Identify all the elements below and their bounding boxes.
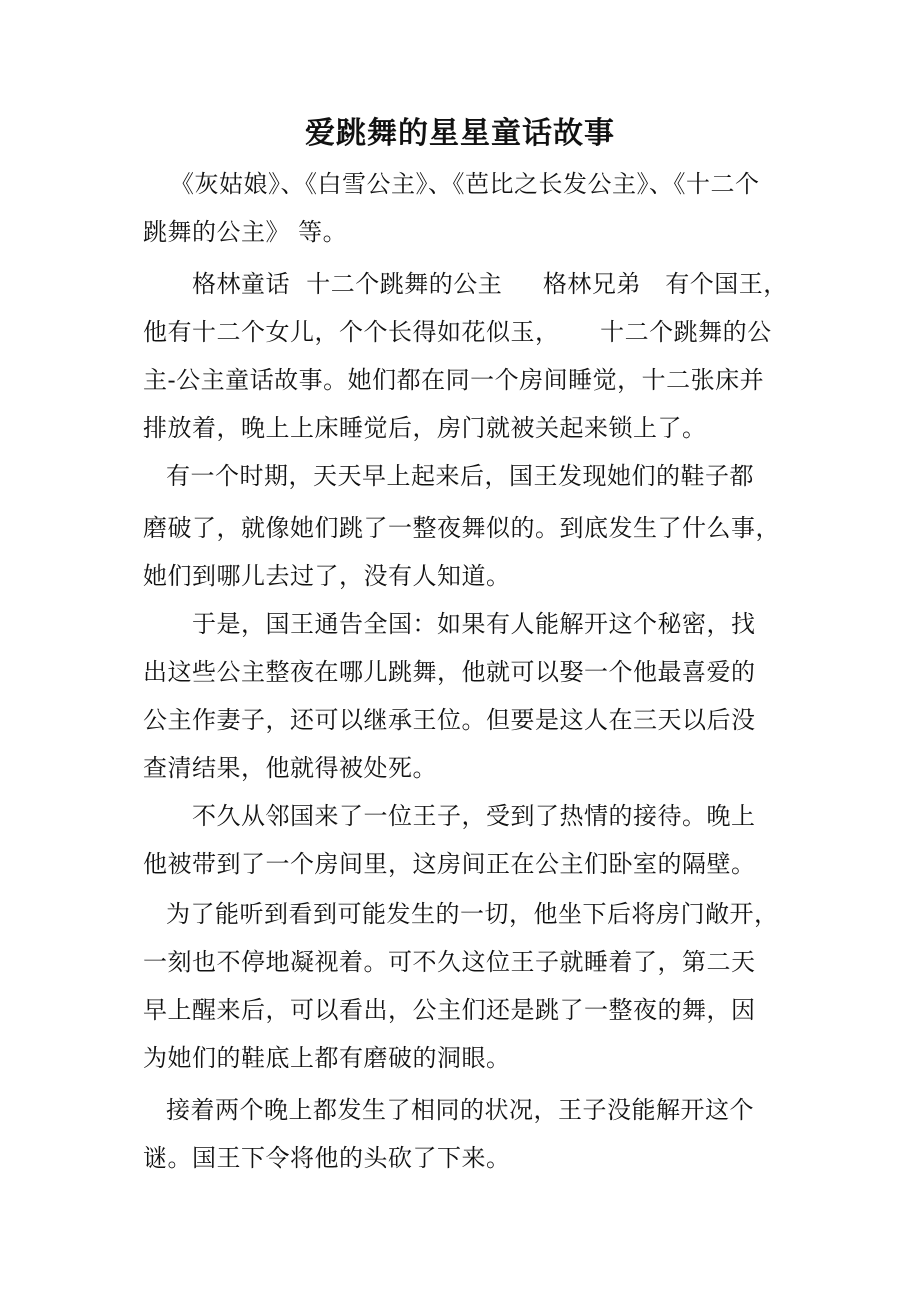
text-line: 格林童话 十二个跳舞的公主 格林兄弟 有个国王， [192, 270, 788, 298]
text-line: 排放着，晚上上床睡觉后，房门就被关起来锁上了。 [143, 414, 707, 442]
text-line: 谜。国王下令将他的头砍了下来。 [143, 1144, 511, 1172]
text-line: 于是，国王通告全国：如果有人能解开这个秘密，找 [192, 610, 756, 638]
text-line: 主-公主童话故事。她们都在同一个房间睡觉，十二张床并 [143, 366, 765, 394]
text-line: 他有十二个女儿，个个长得如花似玉， 十二个跳舞的公 [143, 318, 772, 346]
text-line: 不久从邻国来了一位王子，受到了热情的接待。晚上 [192, 802, 756, 830]
text-line: 早上醒来后，可以看出，公主们还是跳了一整夜的舞，因 [143, 996, 756, 1024]
text-line: 接着两个晚上都发生了相同的状况，王子没能解开这个 [166, 1096, 754, 1124]
text-line: 为了能听到看到可能发生的一切，他坐下后将房门敞开， [166, 900, 779, 928]
text-line: 跳舞的公主》 等。 [143, 218, 348, 246]
text-line: 《灰姑娘》、《白雪公主》、《芭比之长发公主》、《十二个 [170, 170, 760, 198]
text-line: 为她们的鞋底上都有磨破的洞眼。 [143, 1044, 511, 1072]
text-line: 有一个时期，天天早上起来后，国王发现她们的鞋子都 [166, 462, 754, 490]
text-line: 一刻也不停地凝视着。可不久这位王子就睡着了，第二天 [143, 948, 756, 976]
text-line: 他被带到了一个房间里，这房间正在公主们卧室的隔壁。 [143, 850, 756, 878]
text-line: 她们到哪儿去过了，没有人知道。 [143, 562, 511, 590]
text-line: 公主作妻子，还可以继承王位。但要是这人在三天以后没 [143, 706, 756, 734]
document-title: 爱跳舞的星星童话故事 [305, 116, 615, 151]
text-line: 查清结果，他就得被处死。 [143, 754, 437, 782]
text-line: 出这些公主整夜在哪儿跳舞，他就可以娶一个他最喜爱的 [143, 658, 756, 686]
text-line: 磨破了，就像她们跳了一整夜舞似的。到底发生了什么事， [143, 514, 780, 542]
